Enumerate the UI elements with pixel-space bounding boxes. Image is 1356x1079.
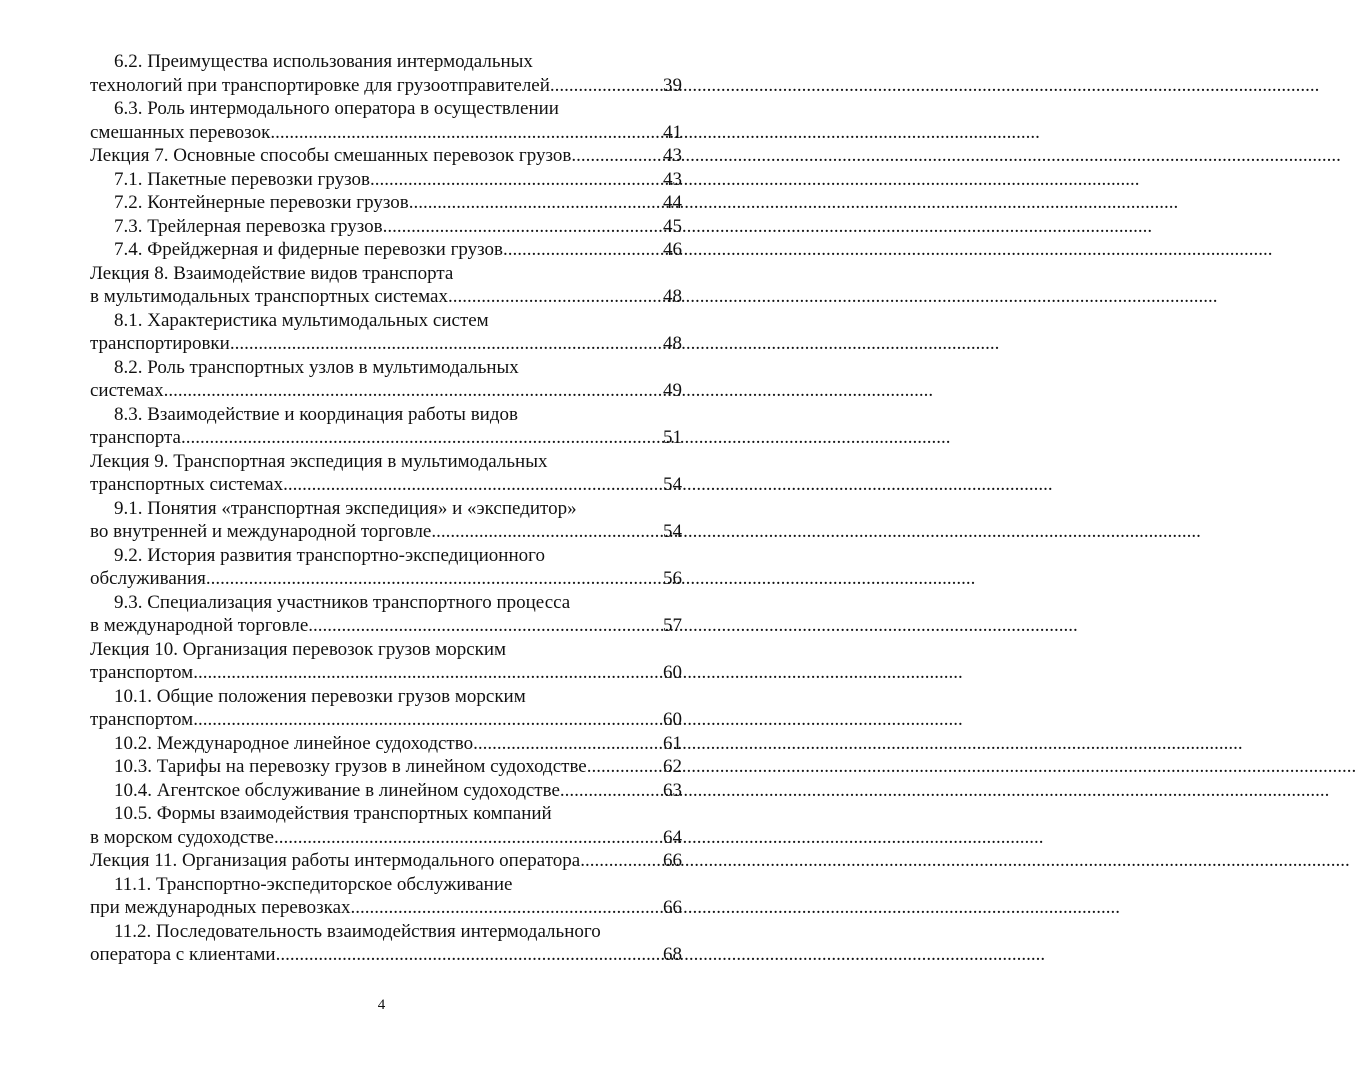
toc-page-number: 46 [663,239,682,260]
toc-line [90,943,682,967]
toc-entry-title: 7.4. Фрейджерная и фидерные перевозки грузов [114,239,503,260]
toc-line [90,356,682,380]
toc-entry [90,638,682,685]
toc-entry-title: оператора с клиентами [90,944,276,965]
dot-leader [206,567,642,591]
toc-line [90,896,682,920]
dot-leader [283,473,642,497]
toc-entry-title: системах [90,380,164,401]
toc-entry [90,732,682,756]
toc-entry-title: 10.3. Тарифы на перевозку грузов в линейном судоходстве [114,756,587,777]
dot-leader [230,332,642,356]
toc-entry [90,450,682,497]
toc-entry-title: транспортом [90,709,194,730]
dot-leader [580,849,642,873]
toc-line [90,379,682,403]
toc-entry [90,873,682,920]
toc-line [90,403,682,427]
toc-line [90,215,682,239]
toc-entry-title: Лекция 11. Организация работы интермодального оператора [90,850,581,871]
dot-leader [308,614,642,638]
toc-entry-title: Лекция 10. Организация перевозок грузов морским [90,638,507,660]
toc-line [90,591,682,615]
toc-entry [90,755,682,779]
toc-entry-title: 10.2. Международное линейное судоходство [114,732,474,754]
toc-entry-title: 10.4. Агентское обслуживание в линейном судоходстве [114,779,560,801]
dot-leader [571,144,642,168]
toc-line [90,614,682,638]
toc-entry-title: 9.2. История развития транспортно-экспедиционного [114,544,545,566]
toc-page-number: 62 [663,756,682,777]
toc-entry-title: 10.1. Общие положения перевозки грузов морским [114,685,526,707]
toc-entry [90,802,682,849]
dot-leader [473,732,642,756]
toc-entry-title: транспорта [90,427,181,448]
dot-leader [383,215,642,239]
toc-page-number: 54 [663,474,682,495]
toc-entry [90,215,682,239]
toc-line [90,285,682,309]
toc-entry-title: 7.3. Трейлерная перевозка грузов [114,215,383,237]
toc-page-number: 48 [663,333,682,354]
toc-entry-title: 11.2. Последовательность взаимодействия интермодального [114,920,601,942]
toc-entry [90,544,682,591]
toc-line [90,873,682,897]
toc-page-number: 51 [663,427,682,448]
toc-entry [90,779,682,803]
toc-line [90,544,682,568]
dot-leader [550,74,642,98]
toc-page-number: 68 [663,944,682,965]
toc-line [90,473,682,497]
toc-entry-title: в мультимодальных транспортных системах [90,286,448,307]
table-of-contents [90,50,682,967]
toc-line [90,520,682,544]
toc-entry [90,591,682,638]
toc-line [90,97,682,121]
toc-line [90,262,682,286]
toc-entry-title: 10.5. Формы взаимодействия транспортных компаний [114,803,552,824]
toc-line [90,849,682,873]
toc-entry [90,920,682,967]
toc-page-number: 57 [663,615,682,636]
toc-entry [90,50,682,97]
toc-page-number: 49 [663,380,682,401]
toc-entry [90,403,682,450]
toc-entry [90,97,682,144]
toc-line [90,638,682,662]
toc-line [90,332,682,356]
toc-line [90,309,682,333]
toc-entry-title: 6.2. Преимущества использования интермодальных [114,51,533,72]
toc-line [90,755,682,779]
dot-leader [351,896,643,920]
toc-line [90,920,682,944]
toc-entry-title: 7.2. Контейнерные перевозки грузов [114,192,409,213]
toc-entry-title: 6.3. Роль интермодального оператора в осуществлении [114,98,559,119]
toc-entry-title: Лекция 8. Взаимодействие видов транспорта [90,262,454,284]
toc-entry [90,168,682,192]
toc-line [90,685,682,709]
toc-entry [90,849,682,873]
toc-entry-title: транспортом [90,662,194,683]
dot-leader [587,755,642,779]
toc-line [90,732,682,756]
dot-leader [370,168,642,192]
toc-entry-title: Лекция 7. Основные способы смешанных перевозок грузов [90,145,572,166]
toc-entry-title: технологий при транспортировке для грузоотправителей [90,74,550,96]
toc-line [90,50,682,74]
toc-page-number: 45 [663,215,682,237]
toc-line [90,802,682,826]
dot-leader [431,520,642,544]
toc-entry-title: 9.1. Понятия «транспортная экспедиция» и «экспедитор» [114,497,577,519]
toc-entry-title: 8.1. Характеристика мультимодальных систем [114,309,489,331]
toc-entry-title: 8.3. Взаимодействие и координация работы видов [114,403,518,425]
toc-entry [90,238,682,262]
dot-leader [448,285,642,309]
toc-entry-title: 8.2. Роль транспортных узлов в мультимодальных [114,356,519,378]
toc-page-number: 56 [663,568,682,589]
toc-line [90,121,682,145]
toc-page-number: 48 [663,286,682,307]
page-number: 4 [377,997,386,1013]
toc-entry-title: во внутренней и международной торговле [90,521,432,542]
toc-line [90,238,682,262]
toc-entry-title: обслуживания [90,568,206,589]
toc-page-number: 43 [663,145,682,166]
dot-leader [560,779,642,803]
dot-leader [181,426,642,450]
toc-line [90,708,682,732]
toc-line [90,74,682,98]
dot-leader [409,191,642,215]
toc-page-number: 63 [663,779,682,801]
toc-page-number: 41 [663,121,682,143]
toc-line [90,661,682,685]
toc-entry [90,191,682,215]
toc-entry [90,309,682,356]
dot-leader [276,943,642,967]
toc-line [90,191,682,215]
toc-line [90,168,682,192]
toc-entry-title: транспортных системах [90,474,284,495]
toc-entry [90,685,682,732]
toc-entry-title: при международных перевозках [90,897,351,918]
toc-line [90,426,682,450]
toc-page-number: 43 [663,168,682,190]
toc-line [90,450,682,474]
toc-entry-title: Лекция 9. Транспортная экспедиция в мультимодальных [90,450,548,472]
toc-line [90,826,682,850]
toc-entry [90,497,682,544]
dot-leader [193,708,642,732]
dot-leader [164,379,642,403]
toc-page-number: 61 [663,732,682,754]
toc-page-number: 54 [663,521,682,542]
toc-entry-title: 7.1. Пакетные перевозки грузов [114,168,370,190]
dot-leader [193,661,642,685]
toc-entry-title: смешанных перевозок [90,121,271,143]
dot-leader [503,238,642,262]
dot-leader [270,121,642,145]
toc-entry [90,144,682,168]
dot-leader [274,826,642,850]
toc-entry-title: 9.3. Специализация участников транспортного процесса [114,591,571,613]
toc-line [90,497,682,521]
toc-entry-title: транспортировки [90,333,230,354]
toc-page-number: 66 [663,850,682,871]
toc-entry-title: в международной торговле [90,615,309,636]
toc-line [90,779,682,803]
toc-entry-title: 11.1. Транспортно-экспедиторское обслуживание [114,873,513,895]
toc-page-number: 39 [663,74,682,96]
toc-line [90,567,682,591]
toc-entry-title: в морском судоходстве [90,826,274,848]
toc-page-number: 60 [663,709,682,730]
toc-entry [90,262,682,309]
toc-line [90,144,682,168]
toc-page-number: 66 [663,897,682,918]
toc-page-number: 64 [663,826,682,848]
toc-page-number: 44 [663,192,682,213]
toc-page-number: 60 [663,662,682,683]
toc-entry [90,356,682,403]
